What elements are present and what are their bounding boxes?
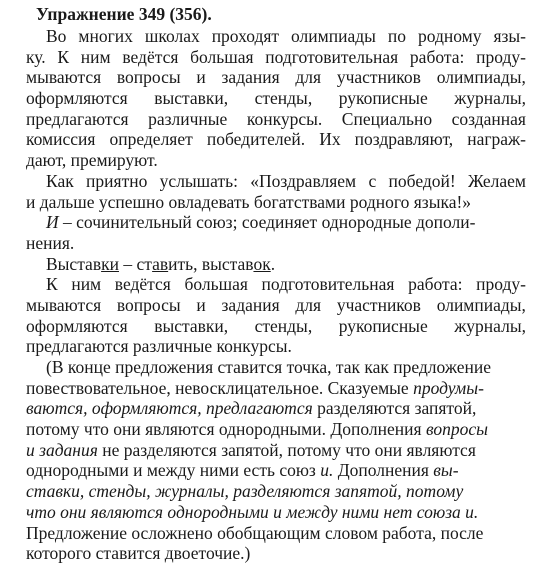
word: олимпиады, (436, 67, 526, 88)
word: работа: (408, 274, 463, 295)
word: многих (78, 26, 133, 46)
word: оформляются (26, 88, 128, 109)
italic-span: ваются, оформляются, предлагаются (26, 398, 313, 419)
word: участников (336, 67, 421, 88)
text-line (26, 440, 526, 461)
text-line (26, 274, 526, 295)
word: предлагаются (26, 108, 129, 129)
text-line (26, 26, 526, 47)
exercise-page (26, 4, 526, 564)
word: созданная (451, 108, 526, 129)
text-line: (В конце предложения ставится точка, так как предложение (46, 357, 491, 377)
word: услышать: (159, 170, 238, 191)
word: задания (221, 67, 280, 88)
word: рукописные (338, 88, 428, 109)
word: олимпиады (291, 26, 376, 46)
italic-span: и. (320, 460, 334, 481)
text-line: нения. (26, 232, 75, 253)
word: ним (71, 274, 102, 295)
word-analysis (26, 254, 526, 275)
word: проходят (211, 26, 280, 46)
italic-span: ставки, стенды, журналы, разделяются запятой, потому (26, 481, 464, 502)
word: Во (46, 26, 67, 46)
text-line (26, 212, 526, 233)
word: язы- (493, 26, 526, 46)
text-span: однородными и между ними есть союз (26, 460, 321, 481)
text-line (26, 419, 526, 440)
word: ведётся (114, 274, 171, 295)
word: победой! (388, 170, 456, 191)
word: мываются (26, 294, 102, 315)
word: предлагаются различные конкурсы. (26, 336, 292, 357)
text-span: разделяются запятой, (312, 398, 477, 419)
word: Их (319, 129, 341, 150)
word: Как (46, 170, 74, 191)
word: журналы, (454, 88, 526, 109)
word: проду- (476, 46, 526, 67)
word: большая (190, 46, 254, 67)
word: большая (184, 274, 248, 295)
text-line (26, 336, 526, 357)
italic-word: И (46, 212, 59, 233)
dash: – (118, 253, 137, 274)
word: и (196, 67, 206, 88)
word: «Поздравляем (250, 170, 357, 191)
word: Желаем (468, 170, 526, 191)
word-suffix-underlined: ок (253, 253, 271, 274)
word: ним (80, 46, 111, 67)
paragraph-conjunction (26, 212, 526, 253)
word: для (295, 294, 322, 315)
word: вопросы (116, 294, 181, 315)
word-part: ст (136, 253, 153, 274)
paragraph-text (26, 26, 526, 171)
text-line (26, 47, 526, 68)
word: и дальше успешно овладевать богатствами родного языка!» (26, 191, 472, 212)
text-line (26, 378, 526, 399)
exercise-title: Упражнение 349 (356). (36, 4, 212, 24)
text-line (26, 481, 526, 502)
text-line: которого ставится двоеточие.) (26, 543, 251, 564)
text-line (26, 460, 526, 481)
text-line (26, 67, 526, 88)
text-line (26, 109, 526, 130)
word: поздравляют, (354, 129, 454, 150)
word: приятно (86, 170, 148, 191)
word: вопросы (116, 67, 181, 88)
text-line: Предложение осложнено обобщающим словом работа, после (26, 522, 484, 543)
word: определяет (109, 129, 193, 150)
word: дают, премируют. (26, 150, 158, 171)
text-span: повествовательное, невосклицательное. Сказуемые (26, 377, 414, 398)
text-line (26, 150, 526, 171)
word: работа: (409, 46, 465, 67)
word-part-underlined: ав (152, 253, 169, 274)
word: задания (221, 294, 280, 315)
word: награж- (467, 129, 526, 150)
text-line (26, 129, 526, 150)
italic-span: продумы- (413, 377, 484, 398)
paragraph-repeated (26, 274, 526, 357)
word: стенды, (254, 315, 313, 336)
word: выставки, (154, 88, 229, 109)
word: подготовительная (265, 46, 399, 67)
word: с (368, 170, 377, 191)
word: комиссия (26, 129, 96, 150)
word: олимпиады, (436, 294, 526, 315)
word: К (57, 46, 70, 67)
text-span: Дополнения (333, 460, 434, 481)
text-span: – сочинительный союз; соединяет однородные дополи- (58, 212, 476, 233)
text-line (26, 316, 526, 337)
italic-span: вопросы (425, 419, 488, 440)
word: ведётся (122, 46, 179, 67)
word-ending: ки (101, 253, 119, 274)
word: конкурсы. (246, 108, 323, 129)
word: школах (144, 26, 200, 46)
word: участников (336, 294, 421, 315)
word: К (46, 274, 58, 295)
word-stem: Выстав (46, 253, 102, 274)
italic-span: что они являются однородными и между ними нет союза и. (26, 501, 479, 522)
text-line (26, 502, 526, 523)
word: подготовительная (261, 274, 395, 295)
word: выставки, (154, 315, 229, 336)
paragraph-quote (26, 171, 526, 212)
word: стенды, (254, 88, 313, 109)
text-line (26, 192, 526, 213)
word: для (295, 67, 322, 88)
paragraph-explanation (26, 357, 526, 564)
text-span: не разделяются запятой, потому что они являются (97, 439, 476, 460)
word: проду- (476, 274, 526, 295)
word: журналы, (454, 315, 526, 336)
text-line (26, 295, 526, 316)
word: Специально (341, 108, 433, 129)
word: ку. (26, 46, 46, 67)
word: оформляются (26, 315, 128, 336)
word: мываются (26, 67, 102, 88)
word: победителей. (206, 129, 306, 150)
word-part: ить, выстав (168, 253, 254, 274)
period: . (270, 253, 276, 274)
italic-span: и задания (26, 439, 98, 460)
italic-span: вы- (433, 460, 459, 481)
word: и (196, 294, 206, 315)
text-line (26, 171, 526, 192)
text-line (26, 88, 526, 109)
word: по (387, 26, 406, 46)
word: различные (148, 108, 228, 129)
word: родному (417, 26, 482, 46)
text-span: потому что они являются однородными. Дополнения (26, 419, 426, 440)
text-line (26, 398, 526, 419)
word: рукописные (338, 315, 428, 336)
